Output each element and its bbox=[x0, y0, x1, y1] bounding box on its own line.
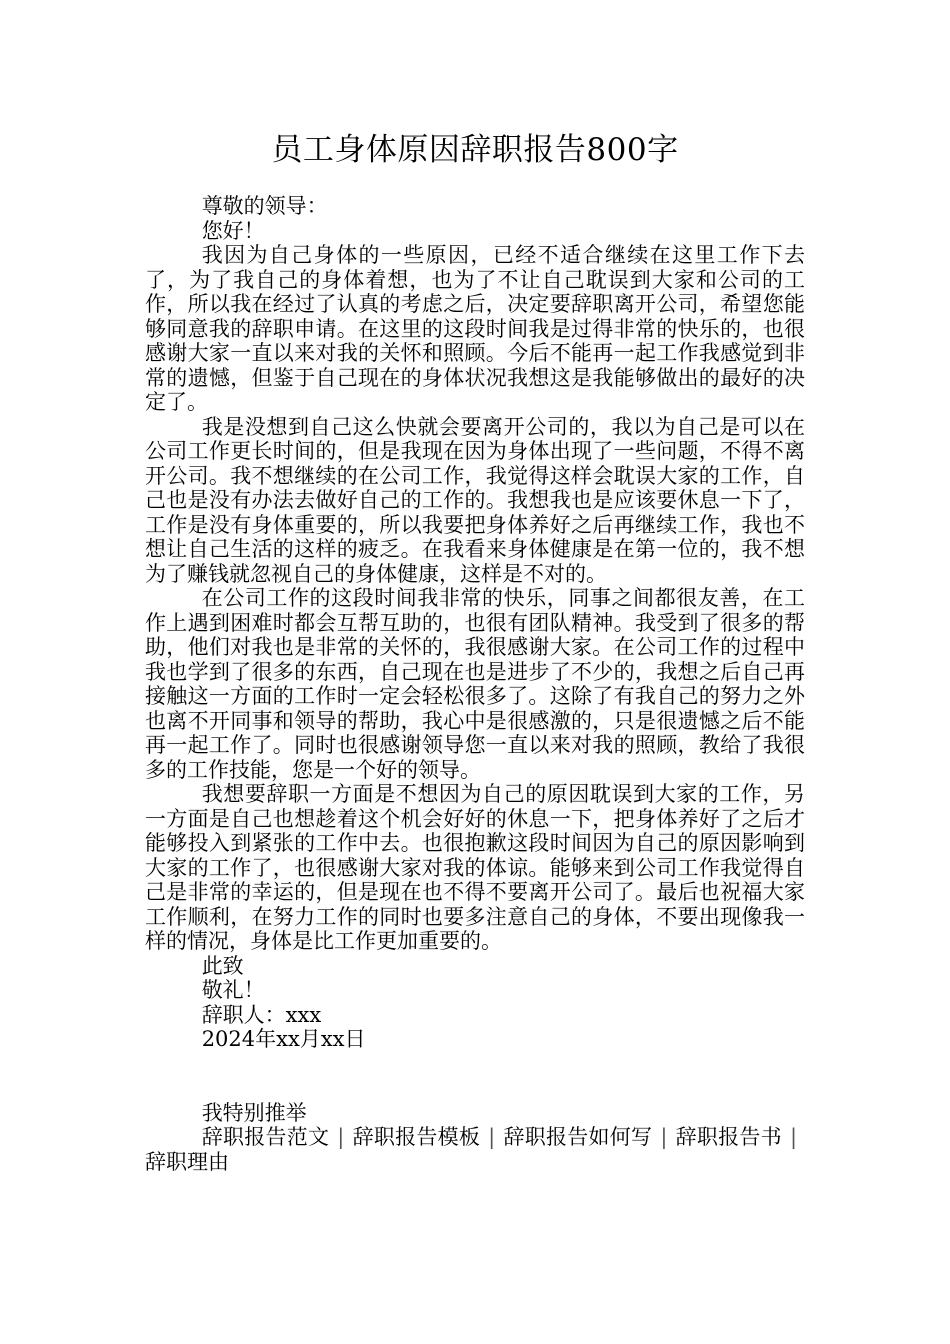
closing-line-1: 此致 bbox=[201, 953, 244, 978]
recommend-link-5[interactable]: 辞职理由 bbox=[145, 1149, 229, 1174]
link-separator: | bbox=[789, 1125, 798, 1149]
greeting: 您好！ bbox=[201, 218, 265, 243]
document-title: 员工身体原因辞职报告800字 bbox=[271, 132, 679, 168]
section-spacer bbox=[145, 1052, 805, 1101]
document-page bbox=[145, 128, 805, 1174]
date: 2024年xx月xx日 bbox=[201, 1027, 366, 1051]
signature: 辞职人：xxx bbox=[201, 1002, 322, 1027]
letter-body bbox=[145, 194, 805, 1174]
link-separator: | bbox=[488, 1125, 496, 1149]
recommend-heading: 我特别推举 bbox=[201, 1100, 307, 1125]
paragraph-1: 我因为自己身体的一些原因，已经不适合继续在这里工作下去了，为了我自己的身体着想，也为了不让自己耽误到大家和公司的工作，所以我在经过了认真的考虑之后，决定要辞职离开公司，希望您能够同意我的辞职申请。在这里的这段时间我是过得非常的快乐的，也很感谢大家一直以来对我的关怀和照顾。今后不能再一起工作我感觉到非常的遗憾，但鉴于自己现在的身体状况我想这是我能够做出的最好的决定了。 bbox=[145, 243, 805, 414]
recommend-link-1[interactable]: 辞职报告范文 bbox=[201, 1125, 330, 1149]
salutation: 尊敬的领导： bbox=[201, 194, 328, 218]
recommend-links bbox=[145, 1125, 805, 1174]
paragraph-3: 在公司工作的这段时间我非常的快乐，同事之间都很友善，在工作上遇到困难时都会互帮互助的，也很有团队精神。我受到了很多的帮助，他们对我也是非常的关怀的，我很感谢大家。在公司工作的过程中我也学到了很多的东西，自己现在也是进步了不少的，我想之后自己再接触这一方面的工作时一定会轻松很多了。这除了有我自己的努力之外也离不开同事和领导的帮助，我心中是很感激的，只是很遗憾之后不能再一起工作了。同时也很感谢领导您一直以来对我的照顾，教给了我很多的工作技能，您是一个好的领导。 bbox=[145, 586, 805, 782]
recommend-link-4[interactable]: 辞职报告书 bbox=[675, 1125, 782, 1149]
recommend-link-2[interactable]: 辞职报告模板 bbox=[352, 1125, 481, 1149]
link-separator: | bbox=[660, 1125, 668, 1149]
paragraph-2: 我是没想到自己这么快就会要离开公司的，我以为自己是可以在公司工作更长时间的，但是我现在因为身体出现了一些问题，不得不离开公司。我不想继续的在公司工作，我觉得这样会耽误大家的工作，自己也是没有办法去做好自己的工作的。我想我也是应该要休息一下了，工作是没有身体重要的，所以我要把身体养好之后再继续工作，我也不想让自己生活的这样的疲乏。在我看来身体健康是在第一位的，我不想为了赚钱就忽视自己的身体健康，这样是不对的。 bbox=[145, 414, 805, 586]
recommend-link-3[interactable]: 辞职报告如何写 bbox=[503, 1125, 653, 1149]
link-separator: | bbox=[337, 1125, 345, 1149]
paragraph-4: 我想要辞职一方面是不想因为自己的原因耽误到大家的工作，另一方面是自己也想趁着这个机会好好的休息一下，把身体养好了之后才能够投入到紧张的工作中去。也很抱歉这段时间因为自己的原因影响到大家的工作了，也很感谢大家对我的体谅。能够来到公司工作我觉得自己是非常的幸运的，但是现在也不得不要离开公司了。最后也祝福大家工作顺利，在努力工作的同时也要多注意自己的身体，不要出现像我一样的情况，身体是比工作更加重要的。 bbox=[145, 782, 805, 953]
closing-line-2: 敬礼！ bbox=[201, 978, 265, 1002]
